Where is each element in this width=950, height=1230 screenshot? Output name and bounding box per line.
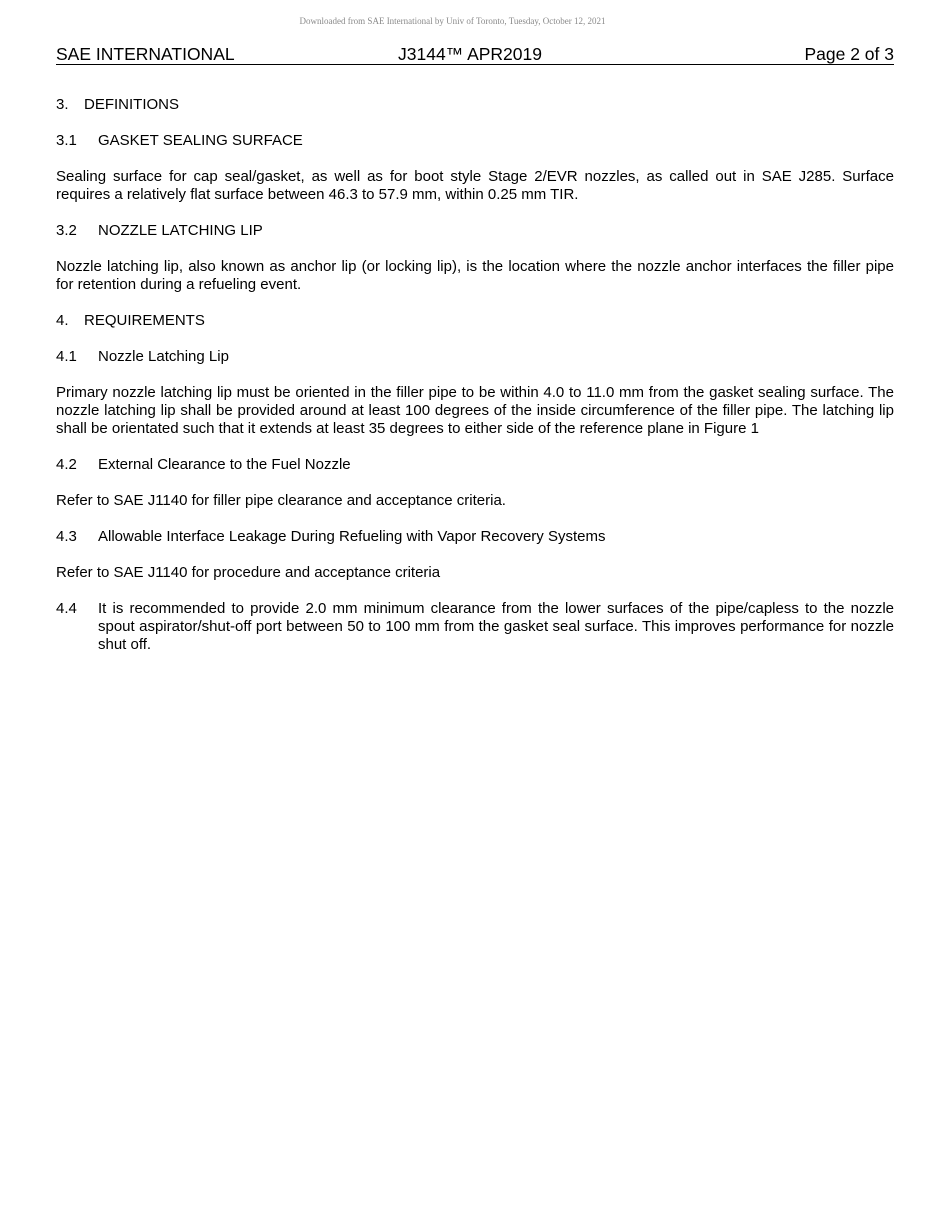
header-organization: SAE INTERNATIONAL [56,44,235,64]
section-3-heading [56,96,894,114]
section-4-1-body: Primary nozzle latching lip must be oriented in the filler pipe to be within 4.0 to 11.0 mm from the gasket sealing surface. The nozzle latching lip shall be provided around at least 100 degrees of the inside circumference of the filler pipe. The latching lip shall be orientated such that it extends at least 35 degrees to either side of the reference plane in Figure 1 [56,384,894,437]
section-title: Allowable Interface Leakage During Refueling with Vapor Recovery Systems [98,528,606,545]
section-4-3-body: Refer to SAE J1140 for procedure and acceptance criteria [56,564,441,581]
section-number: 4.4 [56,600,77,617]
section-title: GASKET SEALING SURFACE [98,132,303,149]
section-title: REQUIREMENTS [84,312,205,329]
header-page-number: Page 2 of 3 [804,44,894,64]
section-3-1-heading [56,132,894,150]
section-number: 4. [56,312,69,329]
section-4-heading [56,312,894,330]
header-document-id: J3144™ APR2019 [398,44,542,64]
section-4-2-heading [56,456,894,474]
section-4-1-heading [56,348,894,366]
section-3-2-body: Nozzle latching lip, also known as anchor lip (or locking lip), is the location where the nozzle anchor interfaces the filler pipe for retention during a refueling event. [56,258,894,293]
download-watermark: Downloaded from SAE International by Univ of Toronto, Tuesday, October 12, 2021 [299,16,606,26]
section-number: 3.1 [56,132,77,149]
section-3-2-heading [56,222,894,240]
section-number: 3.2 [56,222,77,239]
section-number: 4.1 [56,348,77,365]
section-number: 4.3 [56,528,77,545]
document-body [56,96,894,672]
page-header [56,44,894,65]
section-title: NOZZLE LATCHING LIP [98,222,263,239]
section-3-1-body: Sealing surface for cap seal/gasket, as well as for boot style Stage 2/EVR nozzles, as called out in SAE J285. Surface requires a relatively flat surface between 46.3 to 57.9 mm, within 0.25 mm TIR. [56,168,894,203]
section-title: Nozzle Latching Lip [98,348,229,365]
section-title: External Clearance to the Fuel Nozzle [98,456,351,473]
section-title: DEFINITIONS [84,96,180,113]
section-4-4-body: It is recommended to provide 2.0 mm minimum clearance from the lower surfaces of the pipe/capless to the nozzle spout aspirator/shut-off port between 50 to 100 mm from the gasket seal surface. This improves performance for nozzle shut off. [98,600,894,653]
section-number: 3. [56,96,69,113]
section-4-2-body: Refer to SAE J1140 for filler pipe clearance and acceptance criteria. [56,492,506,509]
section-4-3-heading [56,528,894,546]
section-4-4-item [56,600,894,654]
section-number: 4.2 [56,456,77,473]
